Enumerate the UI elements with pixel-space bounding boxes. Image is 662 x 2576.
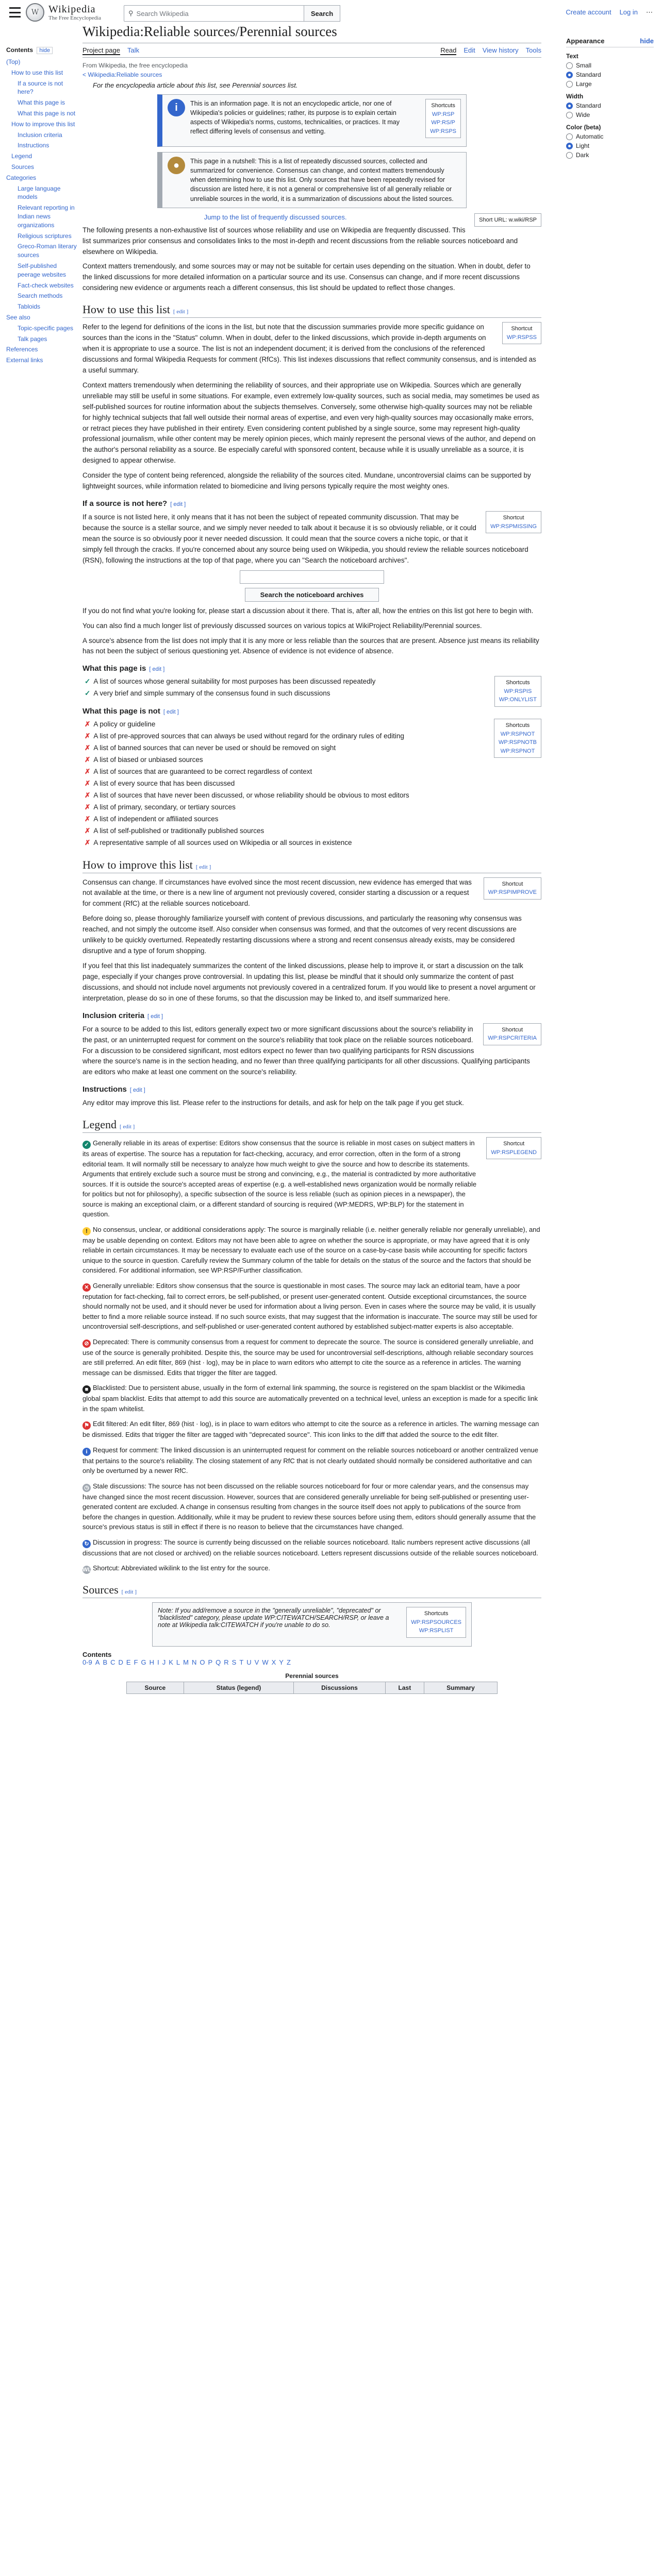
- nutshell-icon: ●: [168, 157, 185, 174]
- legend-status-icon[interactable]: ↻: [82, 1540, 91, 1548]
- radio-option[interactable]: Standard: [566, 71, 654, 78]
- edit-section-link[interactable]: [ edit ]: [163, 709, 179, 716]
- legend-status-icon[interactable]: ✕: [82, 1283, 91, 1292]
- wikipedia-logo[interactable]: [26, 3, 101, 22]
- isnot-list: [82, 719, 541, 849]
- letter-index-link[interactable]: C: [110, 1658, 115, 1666]
- toc-item[interactable]: If a source is not here?: [18, 79, 63, 96]
- cross-icon: ✗: [85, 744, 91, 752]
- legend-item: WL Shortcut: Abbreviated wikilink to the list entry for the source.: [82, 1564, 270, 1573]
- search-form: [124, 5, 340, 22]
- letter-index-link[interactable]: I: [157, 1658, 159, 1666]
- nutshell-text: This page in a nutshell: This is a list of repeatedly discussed sources, collected and summarized for convenience. Consensus can change, and context matters tremendously when determining how to use this list. Only sources that have been repeatedly revised for discussion are listed here, it is not a general or comprehensive list of all generally reliable or unreliable sources in the world, it is a summarization of discussions about the listed sources.: [190, 158, 454, 202]
- letter-index-link[interactable]: 0-9: [82, 1658, 92, 1666]
- perennial-sources-table: [126, 1670, 498, 1694]
- radio-option[interactable]: Light: [566, 142, 654, 149]
- edit-section-link[interactable]: [ edit ]: [149, 666, 165, 673]
- cross-icon: ✗: [85, 838, 91, 846]
- tab-edit[interactable]: Edit: [464, 46, 475, 55]
- letter-index: Contents 0-9 A B C D E F G H I J K L M N O P Q R S T U V W X Y Z: [82, 1650, 291, 1666]
- letter-index-link[interactable]: J: [162, 1658, 166, 1666]
- shortcut-link[interactable]: WP:RSPIS: [504, 688, 532, 694]
- isnot-list-item: ✗ A policy or guideline: [85, 720, 156, 728]
- shortcut-link[interactable]: WP:RSPCRITERIA: [488, 1035, 537, 1042]
- radio-option[interactable]: Wide: [566, 111, 654, 118]
- text-size-label: Text: [566, 53, 578, 60]
- legend-item: ! No consensus, unclear, or additional considerations apply: The source is marginally reliable (i.e. neither generally reliable nor generally unreliable), and may be usable depending on context. Editors may not have been able to agree on whether the source is appropriate, or may have agreed that it is only reliable in certain circumstances. It may be necessary to evaluate each use of the source on a case-by-case basis while accounting for specific factors unique to the source in question. Carefully review the Summary column of the table for details on the status of the source and the factors that should be considered. For additional information, see WP:RSP/Further classification.: [82, 1225, 540, 1275]
- legend-status-icon[interactable]: i: [82, 1448, 91, 1456]
- radio-icon: [566, 62, 573, 69]
- legend-list: [82, 1138, 541, 1574]
- cross-icon: ✗: [85, 779, 91, 787]
- radio-icon: [566, 81, 573, 88]
- shortcut-link[interactable]: WP:RSPNOTB: [499, 739, 537, 746]
- isnot-list-item: ✗ A list of primary, secondary, or tertiary sources: [85, 803, 236, 811]
- check-icon: ✓: [85, 689, 91, 698]
- toc-item[interactable]: Categories: [6, 174, 37, 181]
- letter-index-link[interactable]: P: [208, 1658, 213, 1666]
- shortcut-box: Shortcut WP:RSPIMPROVE: [484, 877, 541, 900]
- shortcut-link[interactable]: WP:RSPIMPROVE: [488, 889, 537, 896]
- subsection-heading: Inclusion criteria [ edit ]: [82, 1011, 163, 1020]
- letter-index-link[interactable]: E: [126, 1658, 131, 1666]
- letter-index-link[interactable]: F: [134, 1658, 138, 1666]
- table-header[interactable]: Discussions: [294, 1682, 386, 1693]
- radio-icon: [566, 143, 573, 149]
- page-tabs: [82, 46, 541, 58]
- letter-index-link[interactable]: G: [141, 1658, 146, 1666]
- shortcut-link[interactable]: WP:RSP: [432, 111, 455, 117]
- cross-icon: ✗: [85, 720, 91, 728]
- radio-option[interactable]: Standard: [566, 102, 654, 109]
- letter-index-link[interactable]: D: [118, 1658, 123, 1666]
- isnot-list-item: ✗ A list of banned sources that can never be used or should be removed on sight: [85, 744, 336, 752]
- search-icon: ⚲: [128, 9, 134, 17]
- radio-option[interactable]: Automatic: [566, 133, 654, 140]
- legend-item: ↻ Discussion in progress: The source is currently being discussed on the reliable sources noticeboard. Italic numbers represent active discussions (all discussions that are not closed or archived) on the reliable sources noticeboard. Letters represent discussions outside of the reliable sources noticeboard.: [82, 1538, 538, 1557]
- toc-item[interactable]: Inclusion criteria: [18, 131, 62, 139]
- shortcut-link[interactable]: WP:RSPNOT: [500, 731, 535, 737]
- shortcut-box: Shortcut WP:RSPSS: [502, 322, 541, 344]
- shortcut-link[interactable]: WP:RS/P: [431, 120, 455, 126]
- toc-item[interactable]: Religious scriptures: [18, 232, 72, 240]
- shortcut-link[interactable]: WP:RSPSOURCES: [411, 1619, 461, 1625]
- is-list-item: ✓ A list of sources whose general suitability for most purposes has been discussed repeatedly: [85, 677, 376, 686]
- toc-item[interactable]: References: [6, 346, 38, 353]
- table-caption: Perennial sources: [285, 1672, 339, 1680]
- globe-icon: W: [26, 3, 44, 22]
- radio-icon: [566, 133, 573, 140]
- shortcut-link[interactable]: WP:RSPMISSING: [490, 523, 537, 530]
- appearance-title: Appearance: [566, 37, 605, 45]
- letter-index-link[interactable]: T: [239, 1658, 244, 1666]
- edit-section-link[interactable]: [ edit ]: [121, 1589, 137, 1596]
- table-header[interactable]: Summary: [424, 1682, 497, 1693]
- legend-status-icon[interactable]: ◷: [82, 1484, 91, 1492]
- radio-icon: [566, 103, 573, 109]
- main-menu-icon[interactable]: [9, 7, 21, 18]
- toc-item[interactable]: What this page is not: [18, 109, 76, 117]
- table-header[interactable]: Last: [385, 1682, 424, 1693]
- isnot-list-item: ✗ A list of independent or affiliated sources: [85, 815, 219, 823]
- search-archives-button[interactable]: Search the noticeboard archives: [245, 588, 379, 602]
- toc-item[interactable]: Tabloids: [18, 303, 41, 311]
- legend-status-icon[interactable]: ⊘: [82, 1340, 91, 1348]
- isnot-list-item: ✗ A list of biased or unbiased sources: [85, 756, 203, 764]
- width-label: Width: [566, 93, 584, 100]
- isnot-list-item: ✗ A list of every source that has been discussed: [85, 779, 235, 787]
- paragraph: If you feel that this list inadequately summarizes the content of the linked discussions, please help to improve it, or start a discussion on the talk page, especially if your changes prove controversial. In updating this list, please be mindful that it should only summarize the content of past discussions, and should not include novel arguments not previously covered in a centralized forum. If you would like to present a novel argument or interpretation, please do so in one of these forums, so that the discussion may be linked to, and itself summarized here.: [82, 962, 536, 1002]
- short-url-box[interactable]: Short URL: w.wiki/RSP: [474, 213, 541, 227]
- search-input[interactable]: ⚲ Search Wikipedia: [124, 5, 304, 22]
- tab-tools[interactable]: Tools: [525, 46, 541, 55]
- cross-icon: ✗: [85, 732, 91, 740]
- appearance-panel: [566, 37, 654, 161]
- is-list-item: ✓ A very brief and simple summary of the consensus found in such discussions: [85, 689, 330, 698]
- section-heading: Sources [ edit ]: [82, 1583, 541, 1598]
- radio-option[interactable]: Small: [566, 62, 654, 69]
- letter-index-link[interactable]: B: [103, 1658, 108, 1666]
- paragraph: Any editor may improve this list. Please refer to the instructions for details, and ask for help on the talk page if you get stuck.: [82, 1099, 464, 1107]
- shortcut-box: Shortcut WP:RSPCRITERIA: [483, 1023, 541, 1045]
- cross-icon: ✗: [85, 791, 91, 799]
- section-heading: How to use this list [ edit ]: [82, 303, 541, 318]
- letter-index-link[interactable]: X: [271, 1658, 276, 1666]
- more-options-icon[interactable]: ⋯: [646, 8, 653, 16]
- check-icon: ✓: [85, 677, 91, 686]
- logo-subtitle: The Free Encyclopedia: [48, 14, 102, 21]
- paragraph: For a source to be added to this list, editors generally expect two or more significant discussions about the source's reliability in the past, or an uninterrupted request for comment on the source's reliability that took place on the reliable sources noticeboard. For a discussion to be considered significant, most editors expect no fewer than two qualifying participants for RSN discussions where the source's name is in the section heading, and no fewer than three qualifying participants for all other discussions. Qualifying participants are editors who make at least one comment on the source's reliability.: [82, 1025, 530, 1076]
- search-button[interactable]: Search: [304, 5, 340, 22]
- toc-item[interactable]: Self-published peerage websites: [18, 262, 67, 278]
- toc-item[interactable]: Greco-Roman literary sources: [18, 243, 77, 259]
- shortcut-link[interactable]: WP:RSPLEGEND: [491, 1149, 537, 1156]
- logo-title: Wikipedia: [48, 3, 96, 15]
- paragraph: A source's absence from the list does not imply that it is any more or less reliable than the sources that are present. Absence just means its reliability has not been the subject of serious questioning yet. Absence of evidence is not evidence of absence.: [82, 636, 539, 655]
- nutshell-box: [157, 152, 467, 208]
- legend-status-icon[interactable]: WL: [82, 1567, 92, 1573]
- appearance-hide-button[interactable]: hide: [640, 37, 654, 45]
- isnot-list-item: ✗ A list of pre-approved sources that can always be used without regard for the ordinary rules of editing: [85, 732, 404, 740]
- radio-icon: [566, 112, 573, 118]
- main-content: [82, 23, 541, 1698]
- is-list: [82, 676, 541, 700]
- info-box-text: This is an information page. It is not an encyclopedic article, nor one of Wikipedia's policies or guidelines; rather, its purpose is to explain certain aspects of Wikipedia's norms, customs, technicalities, or practices. It may reflect differing levels of consensus and vetting.: [190, 100, 400, 135]
- tab-talk[interactable]: Talk: [127, 46, 140, 55]
- info-icon: i: [168, 99, 185, 116]
- letter-index-link[interactable]: O: [200, 1658, 205, 1666]
- legend-status-icon[interactable]: ⚑: [82, 1421, 91, 1430]
- sources-note-box: [152, 1602, 472, 1647]
- page-title: Wikipedia:Reliable sources/Perennial sources: [82, 23, 541, 43]
- legend-item: ⚑ Edit filtered: An edit filter, 869 (hist · log), is in place to warn editors who attempt to cite the source as a reference in articles. The warning message can be dismissed. Edits that trigger the filter are tagged with "deprecated source". This icon links to the diff that added the source to the edit filter.: [82, 1420, 539, 1439]
- legend-item: ✕ Generally unreliable: Editors show consensus that the source is questionable in most cases. The source may lack an editorial team, have a poor reputation for fact-checking, fail to correct errors, be self-published, or present user-generated content. Outside exceptional circumstances, the source should normally not be used, and it should never be used for information about a living person. Even in cases where the source may be valid, it is usually better to find a more reliable source instead. If no such source exists, that may suggest that the information is inaccurate. The source may still be used for uncontroversial self-descriptions, and self-published or user-generated content authored by established subject-matter experts is also acceptable.: [82, 1281, 538, 1331]
- isnot-list-item: ✗ A representative sample of all sources used on Wikipedia or all sources in existence: [85, 838, 352, 846]
- legend-item: ◷ Stale discussions: The source has not been discussed on the reliable sources noticeboard for four or more calendar years, and the consensus may have changed since the most recent discussion. However, sources that are considered generally unreliable for being self-published or presenting user-generated content are excluded. A change in consensus resulting from changes in the source itself does not apply to publications of the source from before the changes in question. Additionally, while it may be prudent to review these sources before using them, editors should generally assume that the source's previous status is still in effect if there is no reason to believe that the circumstances have changed.: [82, 1482, 536, 1531]
- isnot-list-item: ✗ A list of sources that are guaranteed to be correct regardless of context: [85, 768, 312, 775]
- legend-item: i Request for comment: The linked discussion is an uninterrupted request for comment on the reliable sources noticeboard or another centralized venue that pertains to the source's reliability. The closing statement of any RfC that is not clearly outdated should normally be considered authoritative and can only be overturned by a newer RfC.: [82, 1446, 539, 1475]
- shortcut-link[interactable]: WP:RSPLIST: [419, 1628, 454, 1634]
- shortcut-box: Shortcuts WP:RSPIS WP:ONLYLIST: [494, 676, 541, 707]
- toc-hide-button[interactable]: hide: [37, 47, 53, 54]
- section-heading: How to improve this list [ edit ]: [82, 858, 541, 873]
- site-header: [0, 0, 662, 26]
- toc-item[interactable]: Search methods: [18, 292, 63, 300]
- shortcut-link[interactable]: WP:RSPS: [430, 128, 456, 134]
- toc-item[interactable]: Legend: [11, 152, 32, 160]
- edit-section-link[interactable]: [ edit ]: [195, 863, 211, 870]
- paragraph: If a source is not listed here, it only means that it has not been the subject of repeated community discussion. That may be because the source is a stellar source, and we simply never needed to talk about it because it is so obviously reliable, or it could mean the source is so obviously poor it never needed discussion. It could mean that the source covers a niche topic, or that it simply fell through the cracks. If you're concerned about any source being used on Wikipedia, you should review the reliable sources noticeboard (RSN), following the instructions at the top of that page, where you can "Search the noticeboard archives".: [82, 513, 528, 564]
- paragraph: Refer to the legend for definitions of the icons in the list, but note that the discussion summaries provide more specific guidance on sources than the icons in the "Status" column. When in doubt, defer to the linked discussions, which provide in-depth arguments on when it is appropriate to use a source. The list is not an independent document; it is derived from the conclusions of the referenced discussions and formal Wikipedia Requests for comment (RfCs). This list indexes discussions that reflect community consensus, and is intended as a useful summary.: [82, 323, 536, 374]
- legend-status-icon[interactable]: ■: [82, 1385, 91, 1394]
- letter-index-link[interactable]: M: [183, 1658, 189, 1666]
- paragraph: Consensus can change. If circumstances have evolved since the most recent discussion, new evidence has emerged that was not available at the time, or there is a new line of argument not previously covered, consider starting a discussion or a request for comment (RfC) at the reliable sources noticeboard.: [82, 878, 472, 908]
- cross-icon: ✗: [85, 826, 91, 835]
- toc-item[interactable]: Instructions: [18, 142, 49, 149]
- letter-index-link[interactable]: U: [246, 1658, 252, 1666]
- radio-icon: [566, 72, 573, 78]
- letter-index-link[interactable]: A: [95, 1658, 100, 1666]
- toc-item[interactable]: How to use this list: [11, 69, 63, 76]
- from-line: From Wikipedia, the free encyclopedia: [82, 62, 188, 70]
- shortcut-box: Shortcuts WP:RSP WP:RS/P WP:RSPS: [425, 99, 461, 138]
- letter-index-link[interactable]: Q: [216, 1658, 221, 1666]
- paragraph: Context matters tremendously when determining the reliability of sources, and their appropriate use on Wikipedia. Sources which are generally unreliable may still be useful in some situations. For example, even extremely low-quality sources, such as social media, may sometimes be used as self-published sources for routine information about the subjects themselves. Conversely, some otherwise high-quality sources may not be reliable for highly technical subjects that fall well outside their normal areas of expertise, and even very high-quality sources may occasionally make errors, or retract pieces they have published in their entirety. Even considering content published by a single source, some may represent high-quality professional journalism, while other content may be merely opinion pieces, which mainly represent the personal views of the author, and depend on the author's personal reliability as a source. Be especially careful with sponsored content, because while it is usually unreliable as a source, it is designed to appear otherwise.: [82, 381, 540, 465]
- letter-index-link[interactable]: L: [176, 1658, 180, 1666]
- legend-item: ⊘ Deprecated: There is community consensus from a request for comment to deprecate the source. The source is considered generally unreliable, and use of the source is generally prohibited. Despite this, the source may be used for uncontroversial self-descriptions, although reliable secondary sources are still preferred. An edit filter, 869 (hist · log), may be in place to warn editors who attempt to cite the source as a reference in articles. The warning message can be dismissed. Edits that trigger the filter are tagged.: [82, 1337, 534, 1377]
- table-of-contents: [6, 46, 78, 366]
- edit-section-link[interactable]: [ edit ]: [173, 309, 189, 315]
- toc-item[interactable]: What this page is: [18, 99, 65, 107]
- letter-index-link[interactable]: R: [224, 1658, 229, 1666]
- redirect-link[interactable]: < Wikipedia:Reliable sources: [82, 71, 162, 79]
- create-account-link[interactable]: Create account: [566, 8, 611, 16]
- hatnote: For the encyclopedia article about this list, see Perennial sources list.: [93, 81, 298, 90]
- toc-item[interactable]: Large language models: [18, 184, 61, 201]
- edit-section-link[interactable]: [ edit ]: [119, 1124, 135, 1130]
- edit-section-link[interactable]: [ edit ]: [170, 501, 186, 508]
- legend-status-icon[interactable]: !: [82, 1227, 91, 1235]
- subsection-heading: What this page is [ edit ]: [82, 664, 165, 673]
- subsection-heading: Instructions [ edit ]: [82, 1085, 145, 1094]
- letter-index-link[interactable]: N: [191, 1658, 197, 1666]
- cross-icon: ✗: [85, 803, 91, 811]
- isnot-list-item: ✗ A list of sources that have never been discussed, or whose reliability should be obvious to most editors: [85, 791, 409, 799]
- toc-title: Contents: [6, 46, 33, 54]
- tab-project-page[interactable]: Project page: [82, 46, 120, 55]
- intro-paragraph: The following presents a non-exhaustive list of sources whose reliability and use on Wikipedia are frequently discussed. This list summarizes prior consensus and consolidates links to the most in-depth and recent discussions from the reliable sources noticeboard and elsewhere on Wikipedia.: [82, 226, 518, 256]
- shortcut-box: Shortcuts WP:RSPNOT WP:RSPNOTB WP:RSPNOT: [494, 719, 541, 758]
- toc-item[interactable]: Topic-specific pages: [18, 324, 74, 332]
- subsection-heading: What this page is not [ edit ]: [82, 707, 179, 716]
- table-header[interactable]: Source: [127, 1682, 184, 1693]
- jump-to-list-link[interactable]: Jump to the list of frequently discussed sources.: [204, 213, 347, 221]
- subsection-heading: If a source is not here? [ edit ]: [82, 499, 186, 509]
- shortcut-box: Shortcut WP:RSPLEGEND: [486, 1137, 541, 1159]
- cross-icon: ✗: [85, 768, 91, 775]
- cross-icon: ✗: [85, 756, 91, 764]
- toc-item[interactable]: Sources: [11, 163, 35, 171]
- letter-index-link[interactable]: K: [169, 1658, 173, 1666]
- shortcut-link[interactable]: WP:ONLYLIST: [499, 697, 537, 703]
- paragraph: You can also find a much longer list of previously discussed sources on various topics at WikiProject Reliability/Perennial sources.: [82, 621, 482, 630]
- letter-index-link[interactable]: H: [149, 1658, 155, 1666]
- paragraph: If you do not find what you're looking for, please start a discussion about it there. That is, after all, how the entries on this list got here to begin with.: [82, 606, 534, 615]
- radio-icon: [566, 152, 573, 159]
- toc-item[interactable]: Fact-check websites: [18, 281, 74, 289]
- cross-icon: ✗: [85, 815, 91, 823]
- toc-item[interactable]: External links: [6, 357, 43, 364]
- letter-index-link[interactable]: W: [262, 1658, 269, 1666]
- letter-index-link[interactable]: S: [231, 1658, 237, 1666]
- shortcut-link[interactable]: WP:RSPNOT: [500, 748, 535, 754]
- edit-section-link[interactable]: [ edit ]: [129, 1087, 145, 1094]
- toc-item[interactable]: How to improve this list: [11, 120, 75, 128]
- table-header[interactable]: Status (legend): [184, 1682, 293, 1693]
- toc-item[interactable]: (Top): [6, 58, 21, 65]
- legend-item: ■ Blacklisted: Due to persistent abuse, usually in the form of external link spamming, the source is registered on the spam blacklist or the Wikimedia global spam blacklist. Edits that attempt to add this source are automatically prevented on a technical level, unless an exception is made for a specific link in the spam whitelist.: [82, 1384, 538, 1413]
- edit-section-link[interactable]: [ edit ]: [147, 1013, 163, 1020]
- toc-item[interactable]: See also: [6, 313, 30, 321]
- shortcut-link[interactable]: WP:RSPSS: [506, 334, 537, 341]
- tab-read[interactable]: Read: [440, 46, 457, 55]
- intro-paragraph: Context matters tremendously, and some sources may or may not be suitable for certain uses depending on the situation. When in doubt, defer to the linked discussions for more detailed information on a particular source and its use. Consensus can change, and if more recent discussions considering new evidence or arguments reach a different consensus, this list should be updated to reflect those changes.: [82, 262, 531, 292]
- shortcut-box: Shortcuts WP:RSPSOURCES WP:RSPLIST: [406, 1607, 466, 1638]
- legend-item: ✓ Generally reliable in its areas of expertise: Editors show consensus that the source is reliable in most cases on subject matters in its areas of expertise. The source has a reputation for fact-checking, accuracy, and error correction, often in the form of a strong editorial team. It will normally still be necessary to analyze how much weight to give the source and how to describe its statements. Arguments that entirely exclude such a source must be strong and convincing, e.g., the material is contradicted by more authoritative sources. If it is outside the source's accepted areas of expertise (e.g. a well-established news organization would be normally reliable for politics but not for philosophy), a specific subsection of the source is less reliable (such as opinion pieces in a newspaper), the source is making an exceptional claim, or a different standard of sourcing is required (WP:MEDRS, WP:BLP) for the statement in question.: [82, 1139, 477, 1218]
- letter-index-link[interactable]: Z: [286, 1658, 291, 1666]
- section-heading: Legend [ edit ]: [82, 1118, 541, 1133]
- isnot-list-item: ✗ A list of self-published or traditionally published sources: [85, 826, 264, 835]
- radio-option[interactable]: Large: [566, 80, 654, 88]
- paragraph: Consider the type of content being referenced, alongside the reliability of the sources cited. Mundane, uncontroversial claims can be supported by lightweight sources, while information related to biomedicine and living persons typically require the most weighty ones.: [82, 471, 531, 490]
- sources-note: Note: If you add/remove a source in the "generally unreliable", "deprecated" or "blacklisted" category, please update WP:CITEWATCH/SEARCH/RSP, or leave a note at Wikipedia talk:CITEWATCH if you're unable to do so.: [158, 1607, 389, 1629]
- letter-index-link[interactable]: V: [254, 1658, 259, 1666]
- radio-option[interactable]: Dark: [566, 151, 654, 159]
- archive-search-input[interactable]: [240, 570, 384, 584]
- toc-item[interactable]: Relevant reporting in Indian news organizations: [18, 204, 75, 229]
- log-in-link[interactable]: Log in: [619, 8, 638, 16]
- color-label: Color (beta): [566, 124, 601, 131]
- legend-status-icon[interactable]: ✓: [82, 1141, 91, 1149]
- paragraph: Before doing so, please thoroughly familiarize yourself with content of previous discussions, and particularly the reasoning why consensus was reached, and not simply the outcome itself. Also consider when consensus was formed, and that the outcomes of very recent discussions are unlikely to be quickly overturned. Repeatedly restarting discussions where a strong and recent consensus already exists, may be considered disruptive and a type of forum shopping.: [82, 914, 522, 955]
- tab-view-history[interactable]: View history: [482, 46, 519, 55]
- toc-item[interactable]: Talk pages: [18, 335, 47, 343]
- shortcut-box: Shortcut WP:RSPMISSING: [486, 511, 541, 533]
- letter-index-link[interactable]: Y: [279, 1658, 284, 1666]
- info-page-box: [157, 94, 467, 147]
